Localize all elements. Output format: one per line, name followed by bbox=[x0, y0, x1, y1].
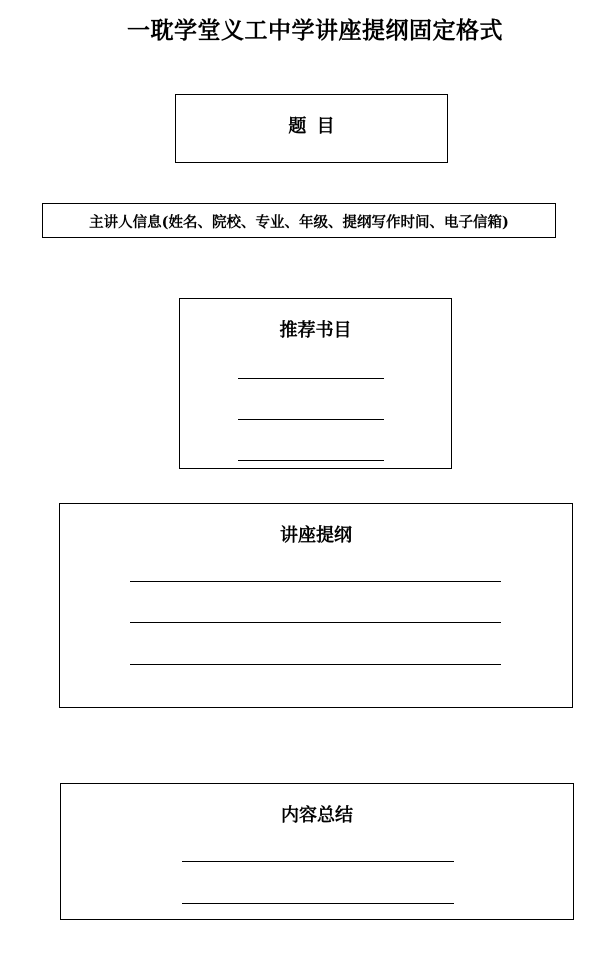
lecture-outline-box bbox=[59, 503, 573, 708]
blank-line bbox=[182, 861, 454, 862]
document-title: 一耽学堂义工中学讲座提纲固定格式 bbox=[127, 17, 503, 44]
topic-label: 题 目 bbox=[288, 116, 335, 137]
recommended-books-label: 推荐书目 bbox=[279, 320, 352, 341]
blank-line bbox=[238, 460, 384, 461]
speaker-info-label: 主讲人信息(姓名、院校、专业、年级、提纲写作时间、电子信箱) bbox=[89, 214, 509, 231]
blank-line bbox=[238, 378, 384, 379]
blank-line bbox=[130, 664, 501, 665]
blank-line bbox=[130, 581, 501, 582]
speaker-info-box bbox=[42, 203, 556, 238]
topic-box bbox=[175, 94, 448, 163]
blank-line bbox=[182, 903, 454, 904]
content-summary-label: 内容总结 bbox=[281, 805, 353, 826]
lecture-outline-label: 讲座提纲 bbox=[280, 525, 352, 546]
recommended-books-box bbox=[179, 298, 452, 469]
content-summary-box bbox=[60, 783, 574, 920]
blank-line bbox=[238, 419, 384, 420]
blank-line bbox=[130, 622, 501, 623]
